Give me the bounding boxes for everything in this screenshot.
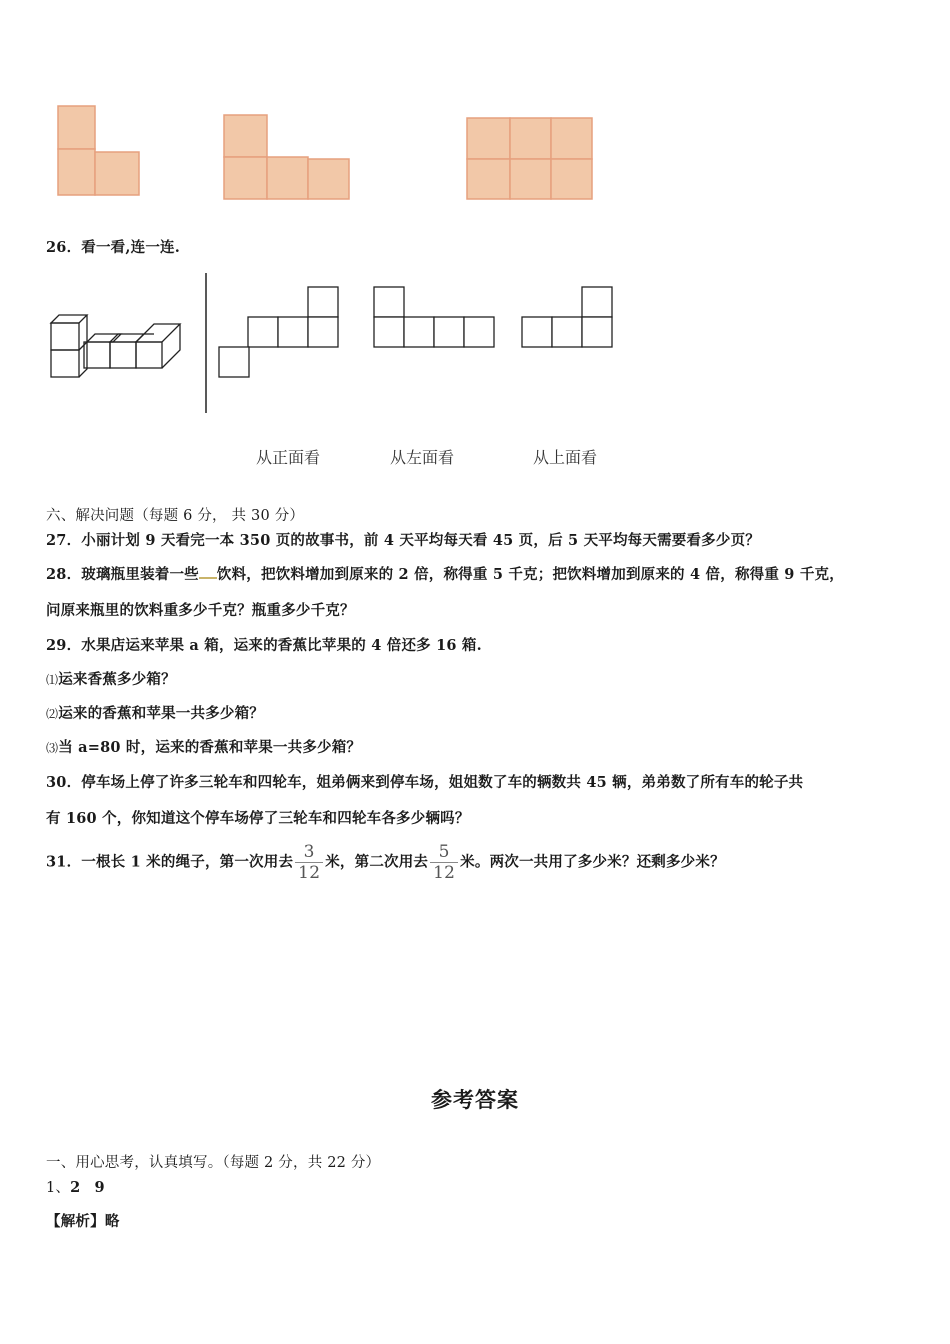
analysis [46, 1210, 120, 1231]
sub-text: 当 a=80 时，运来的香蕉和苹果一共多少箱？ [58, 739, 362, 756]
question-29-sub1 [46, 668, 176, 689]
fraction-2-denominator: 12 [430, 862, 458, 883]
sub-number: ⑶ [46, 741, 59, 755]
question-31 [46, 842, 725, 883]
fraction-1-numerator: 3 [303, 842, 315, 862]
fraction-1-denominator: 12 [295, 862, 323, 883]
answer-1-value-1: 2 [70, 1179, 81, 1196]
question-28-part-a: 28．玻璃瓶里装着一些 [46, 566, 199, 583]
question-29: 29．水果店运来苹果 a 箱，运来的香蕉比苹果的 4 倍还多 16 箱. [46, 637, 482, 654]
answers-section-1: 一、用心思考，认真填写。（每题 2 分，共 22 分） [46, 1155, 381, 1171]
sub-number: ⑴ [46, 673, 59, 687]
sub-number: ⑵ [46, 707, 59, 721]
analysis-text: 略 [104, 1213, 120, 1230]
answers-title: 参考答案 [431, 1088, 519, 1112]
question-29-sub2 [46, 702, 264, 723]
fraction-2-numerator: 5 [438, 842, 450, 862]
fraction-1 [295, 842, 323, 883]
question-31-part-a: 31．一根长 1 米的绳子，第一次用去 [46, 853, 294, 871]
analysis-label: 【解析】 [46, 1213, 105, 1230]
question-30-line1: 30．停车场上停了许多三轮车和四轮车，姐弟俩来到停车场，姐姐数了车的辆数共 45 辆，弟弟数了所有车的轮子共 [46, 774, 804, 791]
sub-text: 运来的香蕉和苹果一共多少箱？ [58, 705, 265, 722]
sub-text: 运来香蕉多少箱？ [58, 671, 176, 688]
caption-front-view: 从正面看 [256, 448, 321, 467]
question-27: 27．小丽计划 9 天看完一本 350 页的故事书，前 4 天平均每天看 45 页，后 5 天平均每天需要看多少页？ [46, 532, 760, 549]
question-28-line1 [46, 563, 844, 584]
question-28-part-b: 饮料，把饮料增加到原来的 2 倍，称得重 5 千克；把饮料增加到原来的 4 倍，称得重 9 千克， [216, 566, 844, 583]
fraction-2 [430, 842, 458, 883]
question-30-line2: 有 160 个，你知道这个停车场停了三轮车和四轮车各多少辆吗？ [46, 810, 470, 827]
answer-1-label: 1、 [46, 1180, 71, 1196]
question-29-sub3 [46, 736, 361, 757]
answer-blank [199, 563, 217, 579]
caption-left-view: 从左面看 [390, 448, 455, 467]
question-31-part-b: 米，第二次用去 [325, 853, 429, 871]
question-26-label: 26．看一看,连一连. [46, 239, 180, 256]
question-28-line2: 问原来瓶里的饮料重多少千克？瓶重多少千克？ [46, 602, 355, 619]
view-grid-3 [0, 0, 950, 420]
answer-1 [46, 1176, 105, 1197]
question-31-part-c: 米。两次一共用了多少米？还剩多少米？ [460, 853, 725, 871]
section-6-heading: 六、解决问题（每题 6 分， 共 30 分） [46, 508, 305, 524]
answer-1-value-2: 9 [94, 1179, 105, 1196]
caption-top-view: 从上面看 [533, 448, 598, 467]
